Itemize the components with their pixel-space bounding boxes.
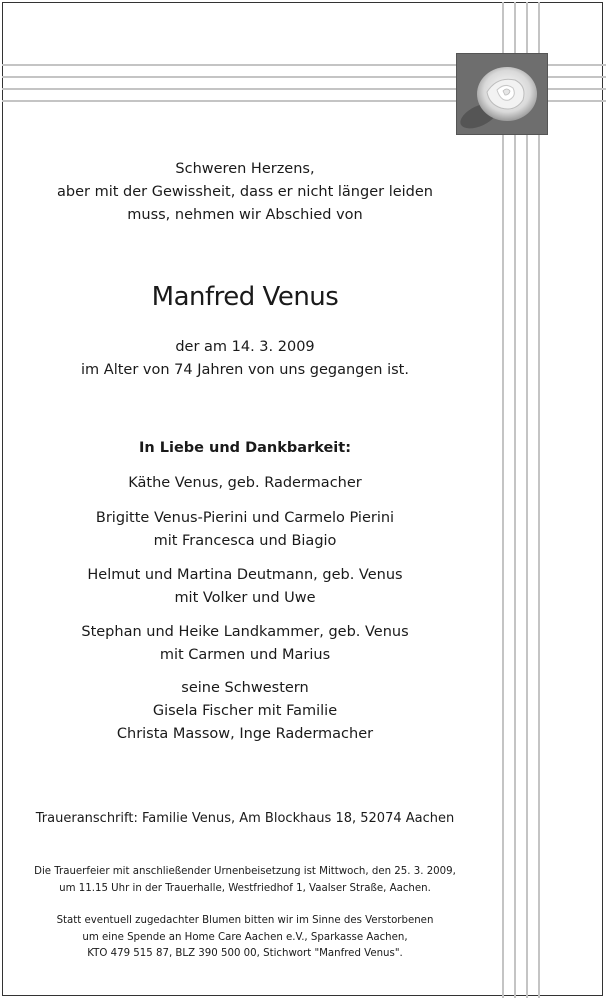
intro-line: Schweren Herzens, bbox=[175, 161, 315, 177]
notice-frame bbox=[2, 2, 603, 996]
address-block bbox=[10, 809, 480, 829]
mourner-line: Brigitte Venus-Pierini und Carmelo Pierini bbox=[95, 510, 395, 526]
death-block bbox=[10, 336, 480, 382]
rose-photo bbox=[456, 53, 548, 135]
intro-block bbox=[10, 158, 480, 227]
mourner-line: Gisela Fischer mit Familie bbox=[152, 703, 338, 719]
mourner-group bbox=[10, 472, 480, 495]
intro-line: muss, nehmen wir Abschied von bbox=[127, 207, 363, 223]
death-age-line: im Alter von 74 Jahren von uns gegangen ist. bbox=[81, 362, 409, 378]
mourning-address: Traueranschrift: Familie Venus, Am Blockhaus 18, 52074 Aachen bbox=[35, 811, 455, 826]
mourner-line: mit Carmen und Marius bbox=[159, 647, 331, 663]
decorative-stripe-v2 bbox=[514, 2, 516, 998]
deceased-name: Manfred Venus bbox=[151, 282, 339, 312]
intro-line: aber mit der Gewissheit, dass er nicht länger leiden bbox=[57, 184, 433, 200]
donation-block bbox=[10, 913, 480, 963]
ceremony-block bbox=[10, 864, 480, 897]
death-date-line: der am 14. 3. 2009 bbox=[175, 339, 315, 355]
mourner-line: seine Schwestern bbox=[181, 680, 309, 696]
mourner-group bbox=[10, 507, 480, 553]
mourner-group bbox=[10, 677, 480, 746]
donation-line: KTO 479 515 87, BLZ 390 500 00, Stichwort "Manfred Venus". bbox=[87, 948, 403, 959]
mourner-group bbox=[10, 564, 480, 610]
donation-line: um eine Spende an Home Care Aachen e.V., Sparkasse Aachen, bbox=[82, 931, 408, 943]
mourner-line: mit Volker und Uwe bbox=[174, 590, 316, 606]
decorative-stripe-v1 bbox=[502, 2, 504, 998]
mourner-line: mit Francesca und Biagio bbox=[153, 533, 337, 549]
mourner-line: Christa Massow, Inge Radermacher bbox=[116, 726, 374, 742]
mourner-line: Stephan und Heike Landkammer, geb. Venus bbox=[81, 624, 409, 640]
mourner-line: Helmut und Martina Deutmann, geb. Venus bbox=[87, 567, 403, 583]
mourners-block bbox=[10, 437, 480, 460]
rose-icon bbox=[457, 54, 548, 135]
mourner-line: Käthe Venus, geb. Radermacher bbox=[128, 475, 362, 491]
mourner-group bbox=[10, 621, 480, 667]
donation-line: Statt eventuell zugedachter Blumen bitten wir im Sinne des Verstorbenen bbox=[56, 915, 434, 926]
name-block bbox=[10, 282, 480, 312]
ceremony-line: Die Trauerfeier mit anschließender Urnenbeisetzung ist Mittwoch, den 25. 3. 2009, bbox=[34, 866, 456, 877]
ceremony-line: um 11.15 Uhr in der Trauerhalle, Westfriedhof 1, Vaalser Straße, Aachen. bbox=[59, 882, 431, 894]
decorative-stripe-v3 bbox=[526, 2, 528, 998]
decorative-stripe-v4 bbox=[538, 2, 540, 998]
mourners-heading: In Liebe und Dankbarkeit: bbox=[138, 440, 352, 456]
